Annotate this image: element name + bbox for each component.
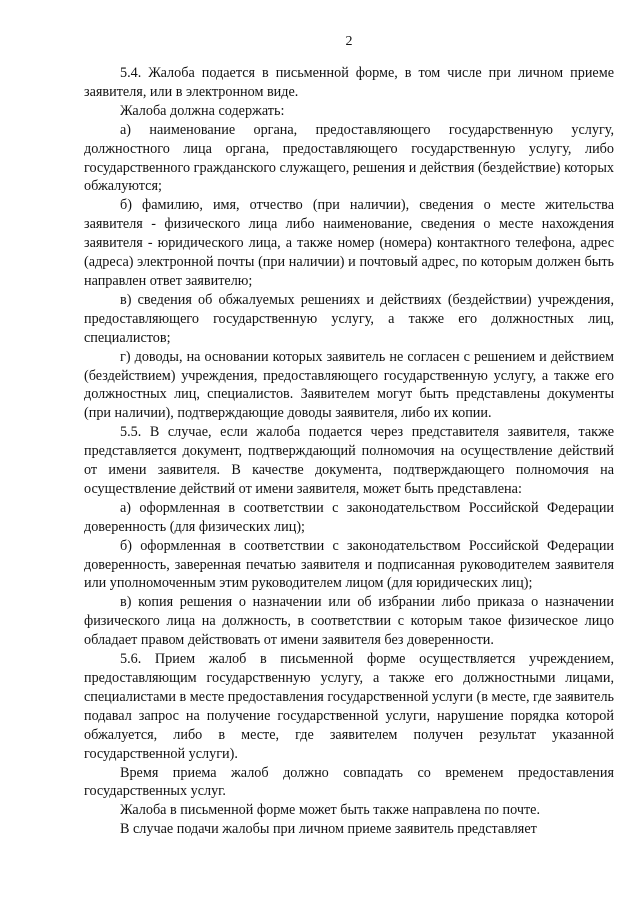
paragraph-item-b: б) фамилию, имя, отчество (при наличии), сведения о месте жительства заявителя - физического лица либо наименование, сведения о месте нахождения заявителя - юридического лица, а также номер (номера) контактного телефона, адрес (адреса) электронной почты (при наличии) и почтовый адрес, по которым должен быть направлен ответ заявителю; xyxy=(84,197,614,289)
paragraph-postal-submission: Жалоба в письменной форме может быть также направлена по почте. xyxy=(120,802,541,819)
paragraph-5-4: 5.4. Жалоба подается в письменной форме, в том числе при личном приеме заявителя, или в электронном виде. xyxy=(84,65,614,100)
paragraph-5-5-a: а) оформленная в соответствии с законодательством Российской Федерации доверенность (для физических лиц); xyxy=(84,499,614,535)
paragraph-5-5-v: в) копия решения о назначении или об избрании либо приказа о назначении физического лица на должность, в соответствии с которым такое физическое лицо обладает правом действовать от имени заявителя без доверенности. xyxy=(84,594,614,649)
page-number: 2 xyxy=(345,34,353,49)
paragraph-5-5-b: б) оформленная в соответствии с законодательством Российской Федерации доверенность, заверенная печатью заявителя и подписанная руководителем заявителя или уполномоченным этим руководителем лицом (для юридических лиц); xyxy=(84,537,614,592)
paragraph-reception-time: Время приема жалоб должно совпадать со временем предоставления государственных услуг. xyxy=(84,764,614,800)
paragraph-item-v: в) сведения об обжалуемых решениях и действиях (бездействии) учреждения, предоставляющего государственную услугу, а также его должностных лиц, специалистов; xyxy=(84,291,614,346)
paragraph-personal-reception: В случае подачи жалобы при личном приеме заявитель представляет xyxy=(120,821,537,838)
document-body xyxy=(84,64,614,839)
paragraph-5-6: 5.6. Прием жалоб в письменной форме осуществляется учреждением, предоставляющим государственную услугу, а также его должностными лицами, специалистами в месте предоставления государственной услуги (в месте, где заявитель подавал запрос на получение государственной услуги, нарушение порядка которой обжалуется, либо в месте, где заявителем получен результат указанной государственной услуги). xyxy=(84,651,614,762)
paragraph-5-5: 5.5. В случае, если жалоба подается через представителя заявителя, также представляется документ, подтверждающий полномочия на осуществление действий от имени заявителя. В качестве документа, подтверждающего полномочия на осуществление действий от имени заявителя, может быть представлена: xyxy=(84,424,614,497)
paragraph-complaint-contents-intro: Жалоба должна содержать: xyxy=(120,102,285,119)
paragraph-item-g: г) доводы, на основании которых заявитель не согласен с решением и действием (бездействием) учреждения, предоставляющего государственную услугу, а также его должностных лиц, специалистов. Заявителем могут быть представлены документы (при наличии), подтверждающие доводы заявителя, либо их копии. xyxy=(84,348,614,422)
paragraph-item-a: а) наименование органа, предоставляющего государственную услугу, должностного лица органа, предоставляющего государственную услугу, либо государственного гражданского служащего, решения и действия (бездействие) которых обжалуются; xyxy=(84,121,614,195)
